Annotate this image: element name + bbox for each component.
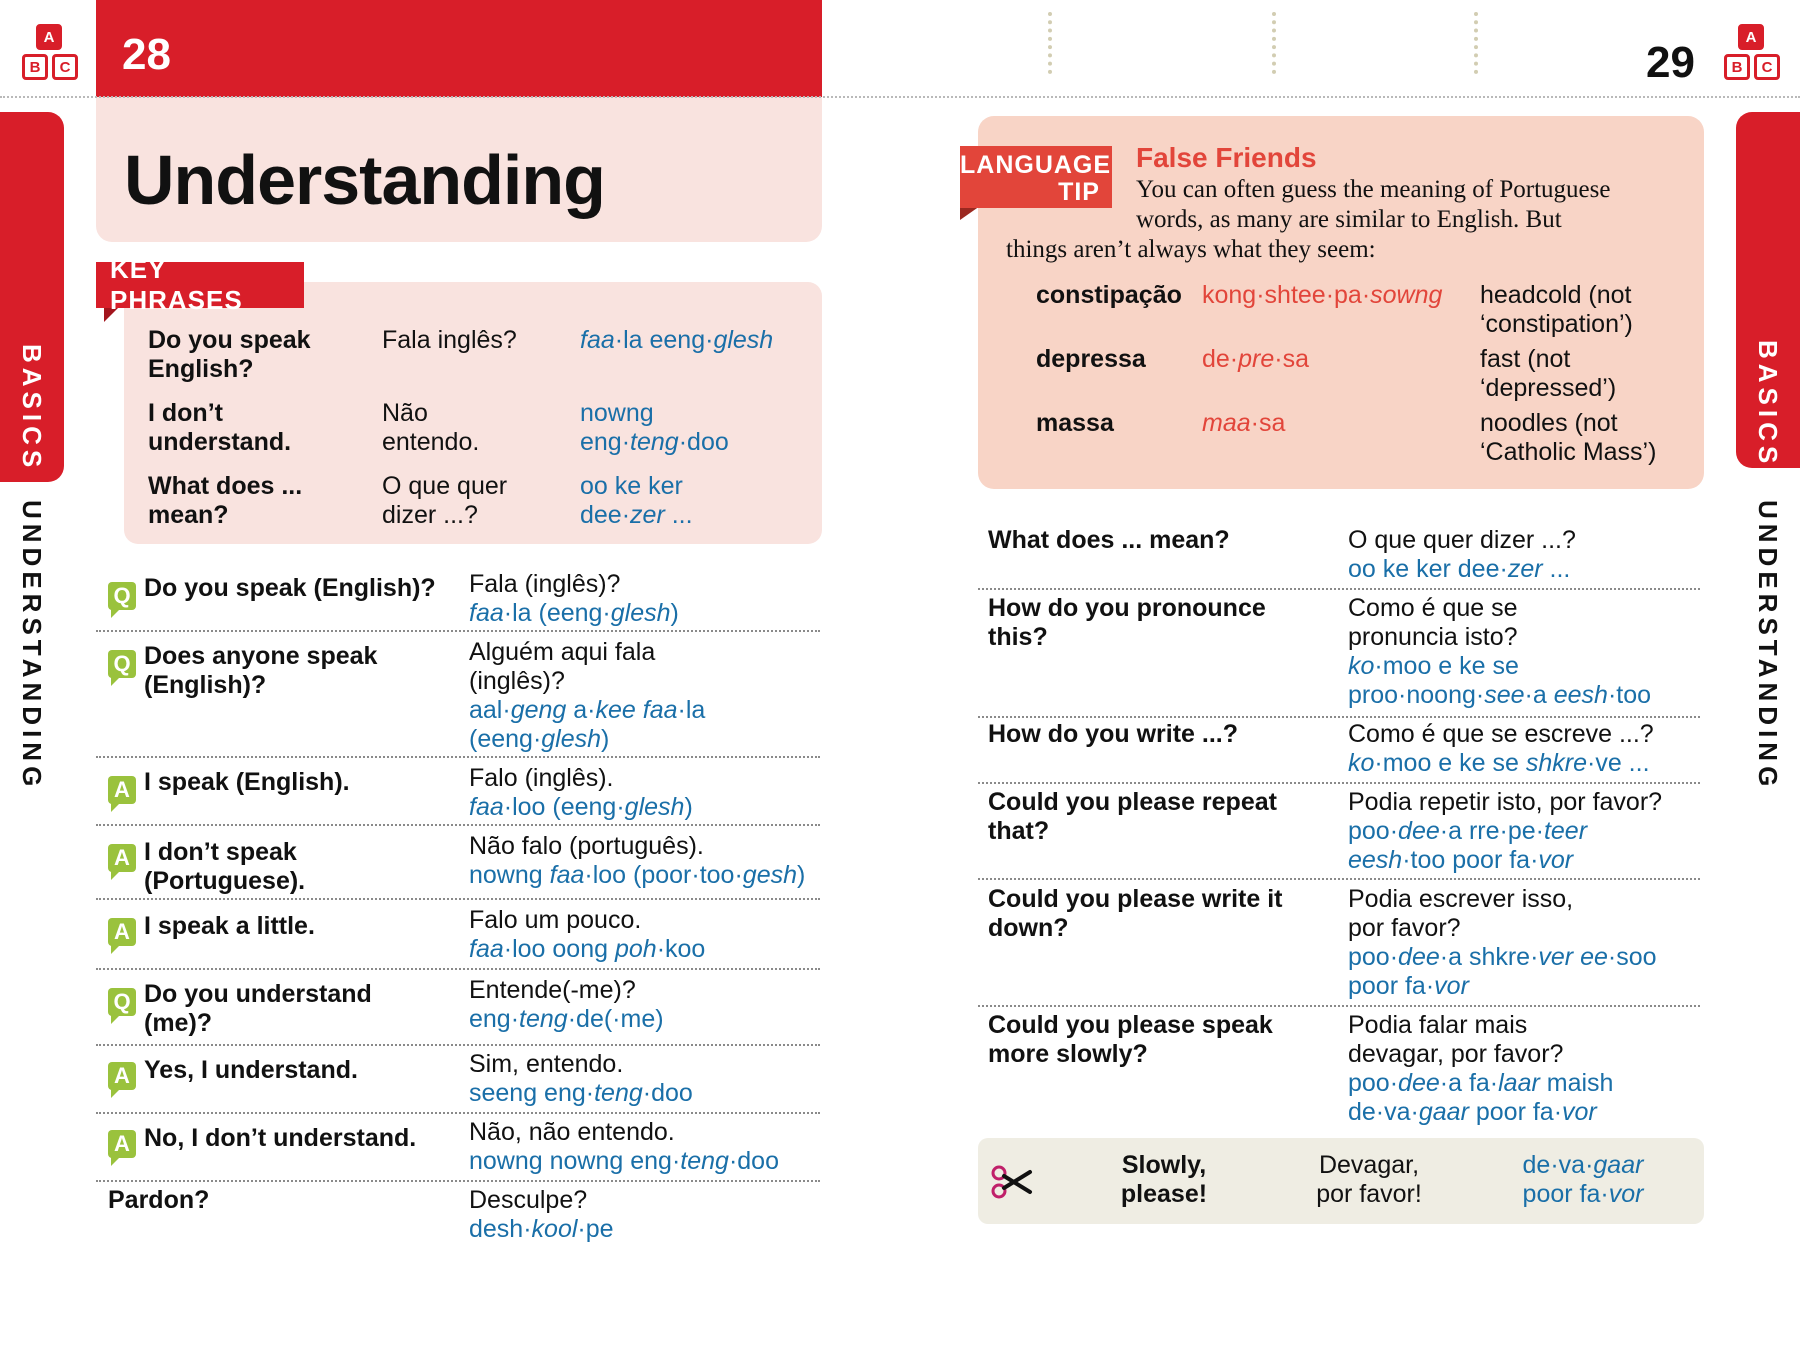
phrase-pron: faa·loo oong poh·koo <box>469 935 706 963</box>
phrase-pron: nowng nowng eng·teng·doo <box>469 1147 779 1175</box>
answer-badge: A <box>108 918 136 946</box>
side-tab-label-understanding-right: UNDERSTANDING <box>1753 500 1783 792</box>
phrase-english: Do you speak (English)? <box>144 574 436 602</box>
phrase-pron: ko·moo e ke se proo·noong·see·a eesh·too <box>1348 652 1652 709</box>
phrase-row <box>96 1050 820 1112</box>
abc-blocks-icon <box>1722 22 1786 86</box>
phrase-row <box>978 526 1700 586</box>
phrase-portuguese: Falo um pouco. <box>469 906 642 934</box>
phrase-portuguese: Desculpe? <box>469 1186 588 1214</box>
side-tab-label-understanding-left: UNDERSTANDING <box>17 500 47 792</box>
phrase-english: Could you please repeat that? <box>988 788 1277 845</box>
phrase-portuguese: Alguém aqui fala (inglês)? <box>469 638 656 695</box>
kp-portuguese-2: Não entendo. <box>382 399 480 456</box>
false-friend-meaning: fast (not ‘depressed’) <box>1480 345 1617 402</box>
phrase-pron: faa·loo (eeng·glesh) <box>469 793 693 821</box>
false-friend-meaning: headcold (not ‘constipation’) <box>1480 281 1633 338</box>
phrase-portuguese: Não falo (português). <box>469 832 704 860</box>
phrase-english: How do you pronounce this? <box>988 594 1266 651</box>
phrase-english: Pardon? <box>108 1186 210 1214</box>
phrase-portuguese: Fala (inglês)? <box>469 570 621 598</box>
phrase-portuguese: Como é que se pronuncia isto? <box>1348 594 1518 651</box>
cutout-english: Slowly, please! <box>1120 1151 1208 1208</box>
answer-badge: A <box>108 776 136 804</box>
kp-pron-2: nowng eng·teng·doo <box>580 399 729 456</box>
phrase-portuguese: Podia falar mais devagar, por favor? <box>1348 1011 1564 1068</box>
language-tip-body-1: You can often guess the meaning of Portuguese <box>1136 176 1611 203</box>
phrase-portuguese: Sim, entendo. <box>469 1050 624 1078</box>
phrase-english: How do you write ...? <box>988 720 1238 748</box>
false-friend-pt: depressa <box>1036 345 1146 373</box>
phrase-english: Could you please write it down? <box>988 885 1283 942</box>
kp-pron-3: oo ke ker dee·zer ... <box>580 472 693 529</box>
key-phrases-label: KEY PHRASES <box>96 262 304 308</box>
phrase-row <box>96 832 820 898</box>
scissors-icon <box>990 1164 1034 1200</box>
phrase-portuguese: Podia repetir isto, por favor? <box>1348 788 1663 816</box>
abc-block-c: C <box>52 54 78 80</box>
phrase-pron: oo ke ker dee·zer ... <box>1348 555 1571 583</box>
phrase-row <box>96 906 820 968</box>
phrase-row <box>96 570 820 632</box>
language-tip-title: False Friends <box>1136 142 1317 173</box>
false-friend-pt: massa <box>1036 409 1114 437</box>
phrase-pron: nowng faa·loo (poor·too·gesh) <box>469 861 806 889</box>
side-tab-label-basics-right: BASICS <box>1753 340 1783 469</box>
false-friend-meaning: noodles (not ‘Catholic Mass’) <box>1480 409 1657 466</box>
phrase-row <box>978 1011 1700 1131</box>
answer-badge: A <box>108 1130 136 1158</box>
phrase-pron: aal·geng a·kee faa·la (eeng·glesh) <box>469 696 706 753</box>
phrase-pron: faa·la (eeng·glesh) <box>469 599 679 627</box>
question-badge: Q <box>108 582 136 610</box>
abc-block-b: B <box>1724 54 1750 80</box>
phrase-row <box>96 976 820 1044</box>
language-tip-body-2: words, as many are similar to English. But <box>1136 206 1562 233</box>
abc-block-a: A <box>36 24 62 50</box>
false-friend-pron: kong·shtee·pa·sowng <box>1202 281 1443 309</box>
language-tip-tag-fold <box>960 206 980 220</box>
phrase-english: Do you understand (me)? <box>144 980 372 1037</box>
phrase-english: What does ... mean? <box>988 526 1230 554</box>
phrase-row <box>978 885 1700 1003</box>
phrase-english: Does anyone speak (English)? <box>144 642 378 699</box>
phrase-row <box>978 788 1700 876</box>
cutout-portuguese: Devagar, por favor! <box>1316 1151 1422 1208</box>
phrase-pron: seeng eng·teng·doo <box>469 1079 693 1107</box>
answer-badge: A <box>108 1062 136 1090</box>
phrase-english: Could you please speak more slowly? <box>988 1011 1273 1068</box>
kp-english-2: I don’t understand. <box>148 399 292 456</box>
page-number-left: 28 <box>122 30 171 79</box>
phrase-row <box>96 1118 820 1180</box>
phrase-english: No, I don’t understand. <box>144 1124 417 1152</box>
phrase-portuguese: Não, não entendo. <box>469 1118 675 1146</box>
phrase-pron: eng·teng·de(·me) <box>469 1005 664 1033</box>
phrase-english: I speak (English). <box>144 768 350 796</box>
phrase-row <box>96 638 820 758</box>
phrase-portuguese: Podia escrever isso, por favor? <box>1348 885 1574 942</box>
phrase-pron: desh·kool·pe <box>469 1215 614 1243</box>
phrase-row <box>978 720 1700 780</box>
kp-english-3: What does ... mean? <box>148 472 303 529</box>
phrase-portuguese: O que quer dizer ...? <box>1348 526 1576 554</box>
header-divider <box>0 96 1800 98</box>
language-tip-body-3: things aren’t always what they seem: <box>1006 236 1376 263</box>
phrase-portuguese: Falo (inglês). <box>469 764 614 792</box>
phrase-portuguese: Entende(-me)? <box>469 976 636 1004</box>
abc-block-c: C <box>1754 54 1780 80</box>
page-title: Understanding <box>124 141 605 219</box>
false-friend-pron: de·pre·sa <box>1202 345 1310 373</box>
side-tab-label-basics-left: BASICS <box>17 344 47 473</box>
header-bar <box>96 0 822 97</box>
abc-block-a: A <box>1738 24 1764 50</box>
abc-blocks-icon <box>20 22 84 86</box>
kp-portuguese-1: Fala inglês? <box>382 326 517 354</box>
phrase-portuguese: Como é que se escreve ...? <box>1348 720 1654 748</box>
phrase-english: I speak a little. <box>144 912 315 940</box>
phrase-pron: ko·moo e ke se shkre·ve ... <box>1348 749 1650 777</box>
kp-portuguese-3: O que quer dizer ...? <box>382 472 508 529</box>
phrase-row <box>96 1186 820 1248</box>
language-tip-label-line1: LANGUAGE <box>960 151 1112 179</box>
question-badge: Q <box>108 650 136 678</box>
phrase-english: I don’t speak (Portuguese). <box>144 838 306 895</box>
phrase-pron: poo·dee·a rre·pe·teer eesh·too poor fa·vor <box>1348 817 1588 874</box>
cutout-pron: de·va·gaar poor fa·vor <box>1522 1151 1644 1208</box>
abc-block-b: B <box>22 54 48 80</box>
question-badge: Q <box>108 988 136 1016</box>
page-number-right: 29 <box>1646 38 1695 87</box>
false-friend-pron: maa·sa <box>1202 409 1286 437</box>
language-tip-label <box>960 146 1112 208</box>
language-tip-label-line2: TIP <box>1058 178 1100 206</box>
phrase-pron: poo·dee·a fa·laar maish de·va·gaar poor fa·vor <box>1348 1069 1614 1126</box>
kp-pron-1: faa·la eeng·glesh <box>580 326 774 354</box>
answer-badge: A <box>108 844 136 872</box>
phrase-pron: poo·dee·a shkre·ver ee·soo poor fa·vor <box>1348 943 1657 1000</box>
false-friend-pt: constipação <box>1036 281 1182 309</box>
phrase-english: Yes, I understand. <box>144 1056 358 1084</box>
kp-english-1: Do you speak English? <box>148 326 311 383</box>
phrase-row <box>96 764 820 826</box>
phrase-row <box>978 594 1700 716</box>
